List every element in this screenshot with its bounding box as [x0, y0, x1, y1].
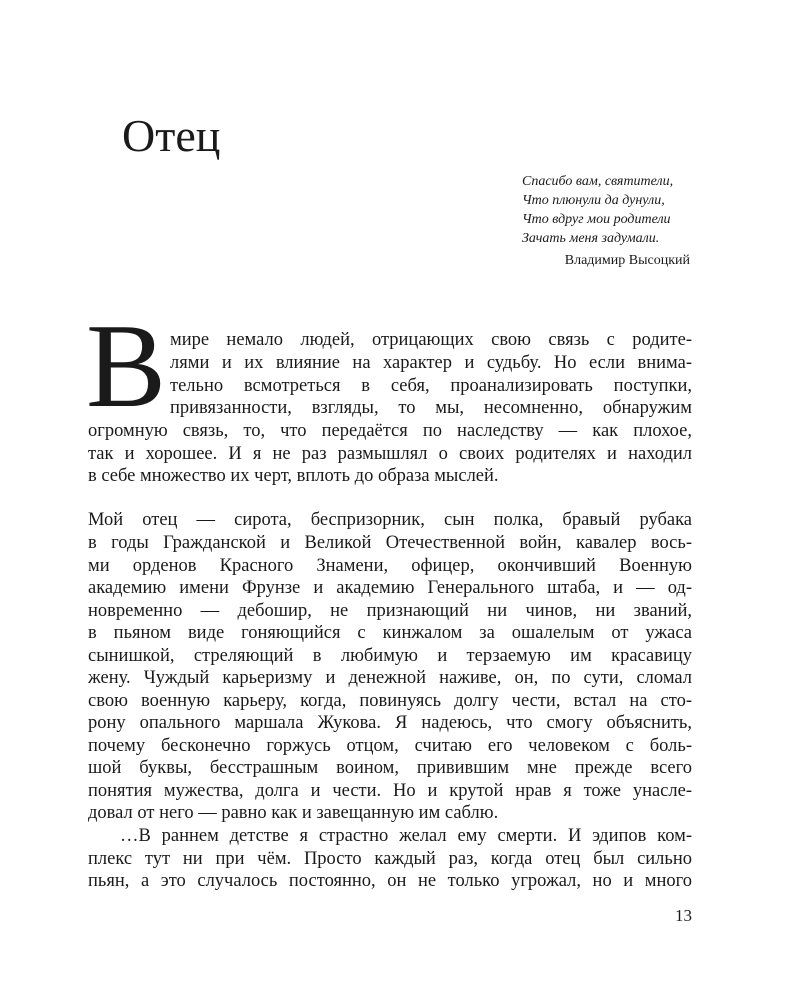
- paragraph-2-line: Мой отец — сирота, беспризорник, сын полка, бравый рубака: [88, 510, 692, 530]
- paragraph-2-line: почему бесконечно горжусь отцом, считаю его человеком с боль-: [88, 736, 692, 756]
- paragraph-1-line: в себе множество их черт, вплоть до образа мыслей.: [88, 466, 499, 486]
- paragraph-2-line: шой буквы, бесстрашным воином, привившим мне прежде всего: [88, 758, 692, 778]
- paragraph-2-line: новременно — дебошир, не признающий ни чинов, ни званий,: [88, 601, 692, 621]
- epigraph-line: Зачать меня задумали.: [522, 231, 660, 246]
- paragraph-1-line: тельно всмотреться в себя, проанализировать поступки,: [170, 376, 692, 396]
- paragraph-1-line: огромную связь, то, что передаётся по наследству — как плохое,: [88, 421, 692, 441]
- epigraph-line: Что плюнули да дунули,: [522, 193, 665, 208]
- paragraph-3-line: пьян, а это случалось постоянно, он не только угрожал, но и много: [88, 871, 692, 891]
- paragraph-2-line: академию имени Фрунзе и академию Генерального штаба, и — од-: [88, 578, 692, 598]
- epigraph-author: Владимир Высоцкий: [564, 253, 690, 268]
- page-number: 13: [675, 906, 692, 925]
- paragraph-2-line: ми орденов Красного Знамени, офицер, окончивший Военную: [88, 556, 692, 576]
- paragraph-2-line: рону опального маршала Жукова. Я надеюсь, что смогу объяснить,: [88, 713, 692, 733]
- epigraph-line: Что вдруг мои родители: [522, 212, 671, 227]
- paragraph-3-line: …В раннем детстве я страстно желал ему смерти. И эдипов ком-: [120, 826, 692, 846]
- paragraph-3-line: плекс тут ни при чём. Просто каждый раз, когда отец был сильно: [88, 849, 692, 869]
- paragraph-1-line: привязанности, взгляды, то мы, несомненно, обнаружим: [170, 398, 692, 418]
- paragraph-1-line: так и хорошее. И я не раз размышлял о своих родителях и находил: [88, 444, 692, 464]
- paragraph-2-line: сынишкой, стреляющий в любимую и терзаемую им красавицу: [88, 646, 692, 666]
- chapter-title: Отец: [122, 110, 221, 161]
- paragraph-2-line: жену. Чуждый карьеризму и денежной наживе, он, по сути, сломал: [88, 668, 692, 688]
- epigraph: [522, 172, 722, 248]
- paragraph-2-line: в пьяном виде гоняющийся с кинжалом за ошалелым от ужаса: [88, 623, 692, 643]
- paragraph-1-line: мире немало людей, отрицающих свою связь с родите-: [170, 330, 692, 350]
- epigraph-line: Спасибо вам, святители,: [522, 174, 674, 189]
- paragraph-2-line: в годы Гражданской и Великой Отечественной войн, кавалер вось-: [88, 533, 692, 553]
- paragraph-2-line: свою военную карьеру, когда, повинуясь долгу чести, встал на сто-: [88, 691, 692, 711]
- paragraph-1-line: лями и их влияние на характер и судьбу. Но если внима-: [170, 353, 692, 373]
- paragraph-2-line: довал от него — равно как и завещанную им саблю.: [88, 803, 499, 823]
- drop-cap: В: [86, 299, 167, 432]
- paragraph-2-line: понятия мужества, долга и чести. Но и крутой нрав я тоже унасле-: [88, 781, 692, 801]
